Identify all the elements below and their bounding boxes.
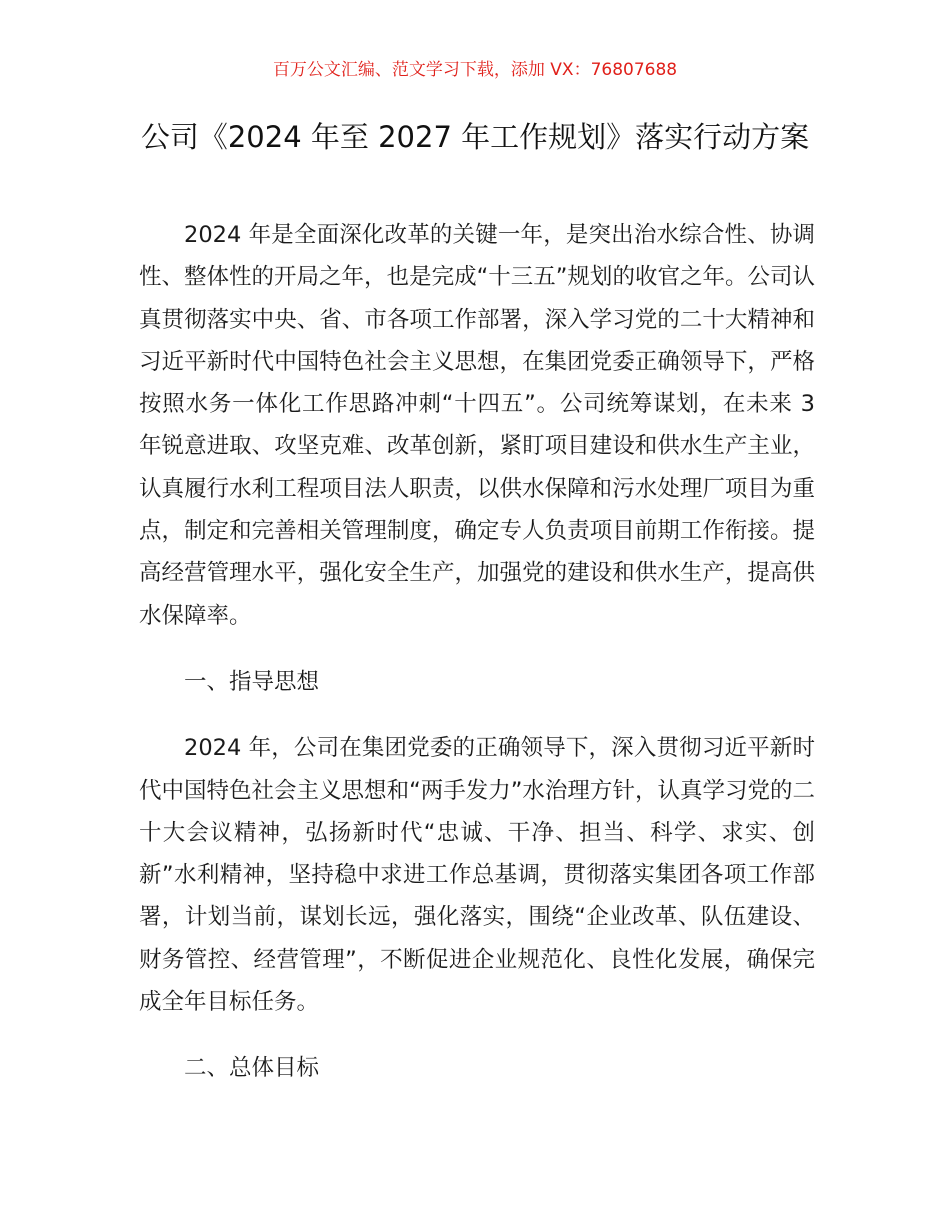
- intro-paragraph: 2024 年是全面深化改革的关键一年，是突出治水综合性、协调性、整体性的开局之年，也是完成“十三五”规划的收官之年。公司认真贯彻落实中央、省、市各项工作部署，深入学习党的二十大精神和习近平新时代中国特色社会主义思想，在集团党委正确领导下，严格按照水务一体化工作思路冲刺“十四五”。公司统筹谋划，在未来 3 年锐意进取、攻坚克难、改革创新，紧盯项目建设和供水生产主业，认真履行水利工程项目法人职责，以供水保障和污水处理厂项目为重点，制定和完善相关管理制度，确定专人负责项目前期工作衔接。提高经营管理水平，强化安全生产，加强党的建设和供水生产，提高供水保障率。: [139, 222, 815, 629]
- document-title: 公司《2024 年至 2027 年工作规划》落实行动方案: [140, 120, 810, 154]
- section-heading-overall-goals: 二、总体目标: [184, 1055, 320, 1082]
- watermark-banner: 百万公文汇编、范文学习下载，添加 VX：76807688: [272, 60, 678, 80]
- guiding-ideology-paragraph: 2024 年，公司在集团党委的正确领导下，深入贯彻习近平新时代中国特色社会主义思想和“两手发力”水治理方针，认真学习党的二十大会议精神，弘扬新时代“忠诚、干净、担当、科学、求实、创新”水利精神，坚持稳中求进工作总基调，贯彻落实集团各项工作部署，计划当前，谋划长远，强化落实，围绕“企业改革、队伍建设、财务管控、经营管理”，不断促进企业规范化、良性化发展，确保完成全年目标任务。: [139, 735, 815, 1016]
- document-body: [139, 214, 815, 1090]
- section-heading-guiding-ideology: 一、指导思想: [184, 668, 320, 695]
